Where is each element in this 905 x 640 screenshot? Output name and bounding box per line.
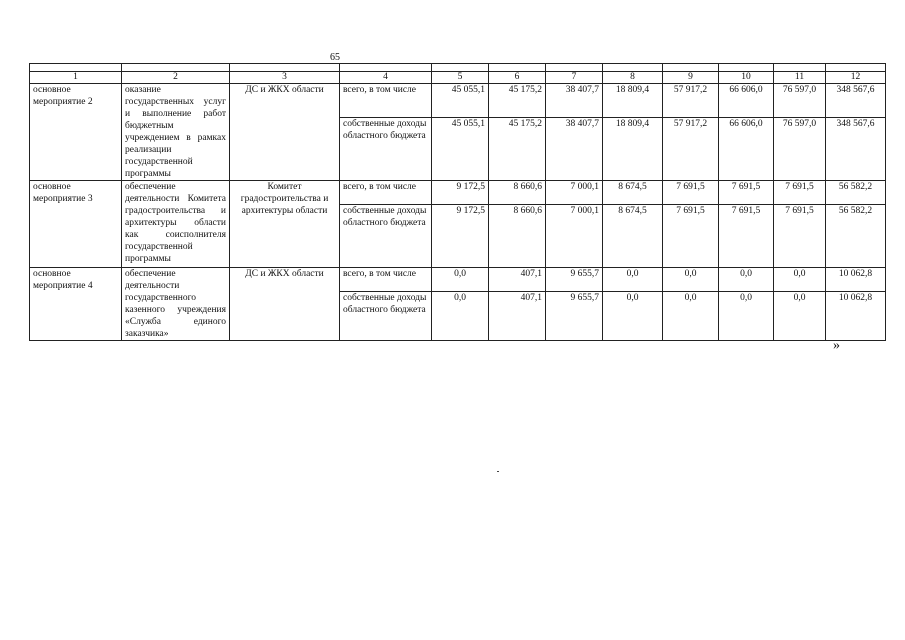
funding-source: всего, в том числе (340, 268, 432, 292)
value-cell: 8 660,6 (489, 181, 546, 205)
value-cell: 9 655,7 (546, 292, 603, 341)
value-cell: 38 407,7 (546, 84, 603, 118)
value-cell: 9 172,5 (432, 205, 489, 268)
value-cell: 0,0 (663, 292, 719, 341)
column-header: 9 (663, 72, 719, 84)
value-cell: 0,0 (603, 268, 663, 292)
event-description: оказание государственных услуг и выполнение работ бюджетным учреждением в рамках реализации государственной программы (122, 84, 230, 181)
event-name: основное мероприятие 4 (30, 268, 122, 341)
value-cell: 18 809,4 (603, 84, 663, 118)
table-header-row (30, 72, 886, 84)
funding-source: всего, в том числе (340, 84, 432, 118)
value-cell: 0,0 (719, 268, 774, 292)
event-executor: ДС и ЖКХ области (230, 84, 340, 181)
stray-dot (497, 471, 499, 472)
value-cell: 57 917,2 (663, 84, 719, 118)
column-header: 10 (719, 72, 774, 84)
event-executor: ДС и ЖКХ области (230, 268, 340, 341)
value-cell: 56 582,2 (826, 205, 886, 268)
column-header: 12 (826, 72, 886, 84)
column-header: 3 (230, 72, 340, 84)
value-cell: 45 055,1 (432, 118, 489, 181)
value-cell: 0,0 (663, 268, 719, 292)
event-name: основное мероприятие 3 (30, 181, 122, 268)
value-cell: 0,0 (432, 292, 489, 341)
value-cell: 76 597,0 (774, 118, 826, 181)
value-cell: 57 917,2 (663, 118, 719, 181)
column-header: 7 (546, 72, 603, 84)
value-cell: 348 567,6 (826, 118, 886, 181)
value-cell: 9 655,7 (546, 268, 603, 292)
table-row (30, 181, 886, 205)
value-cell: 7 691,5 (719, 205, 774, 268)
column-header: 1 (30, 72, 122, 84)
value-cell: 8 674,5 (603, 181, 663, 205)
column-header: 5 (432, 72, 489, 84)
page-number: 65 (330, 52, 340, 63)
closing-quote-mark: » (833, 338, 840, 353)
value-cell: 407,1 (489, 268, 546, 292)
value-cell: 56 582,2 (826, 181, 886, 205)
table-row (30, 268, 886, 292)
value-cell: 9 172,5 (432, 181, 489, 205)
value-cell: 45 175,2 (489, 84, 546, 118)
value-cell: 18 809,4 (603, 118, 663, 181)
column-header: 8 (603, 72, 663, 84)
funding-source: собственные доходы областного бюджета (340, 292, 432, 341)
table-spacer-row (30, 64, 886, 72)
value-cell: 7 691,5 (719, 181, 774, 205)
column-header: 4 (340, 72, 432, 84)
value-cell: 0,0 (432, 268, 489, 292)
value-cell: 0,0 (774, 268, 826, 292)
column-header: 6 (489, 72, 546, 84)
column-header: 2 (122, 72, 230, 84)
value-cell: 10 062,8 (826, 268, 886, 292)
table-row (30, 84, 886, 118)
value-cell: 7 000,1 (546, 181, 603, 205)
event-description: обеспечение деятельности Комитета градостроительства и архитектуры области как соисполнителя государственной программы (122, 181, 230, 268)
value-cell: 0,0 (774, 292, 826, 341)
event-description: обеспечение деятельности государственного казенного учреждения «Служба единого заказчика» (122, 268, 230, 341)
value-cell: 45 055,1 (432, 84, 489, 118)
value-cell: 0,0 (719, 292, 774, 341)
value-cell: 45 175,2 (489, 118, 546, 181)
value-cell: 66 606,0 (719, 84, 774, 118)
funding-source: собственные доходы областного бюджета (340, 205, 432, 268)
value-cell: 7 691,5 (774, 181, 826, 205)
value-cell: 38 407,7 (546, 118, 603, 181)
event-name: основное мероприятие 2 (30, 84, 122, 181)
column-header: 11 (774, 72, 826, 84)
value-cell: 407,1 (489, 292, 546, 341)
event-executor: Комитет градостроительства и архитектуры области (230, 181, 340, 268)
value-cell: 8 660,6 (489, 205, 546, 268)
value-cell: 7 691,5 (663, 205, 719, 268)
value-cell: 7 000,1 (546, 205, 603, 268)
budget-table (29, 63, 886, 341)
value-cell: 7 691,5 (774, 205, 826, 268)
funding-source: всего, в том числе (340, 181, 432, 205)
funding-source: собственные доходы областного бюджета (340, 118, 432, 181)
value-cell: 7 691,5 (663, 181, 719, 205)
value-cell: 348 567,6 (826, 84, 886, 118)
value-cell: 0,0 (603, 292, 663, 341)
value-cell: 8 674,5 (603, 205, 663, 268)
value-cell: 66 606,0 (719, 118, 774, 181)
value-cell: 76 597,0 (774, 84, 826, 118)
value-cell: 10 062,8 (826, 292, 886, 341)
